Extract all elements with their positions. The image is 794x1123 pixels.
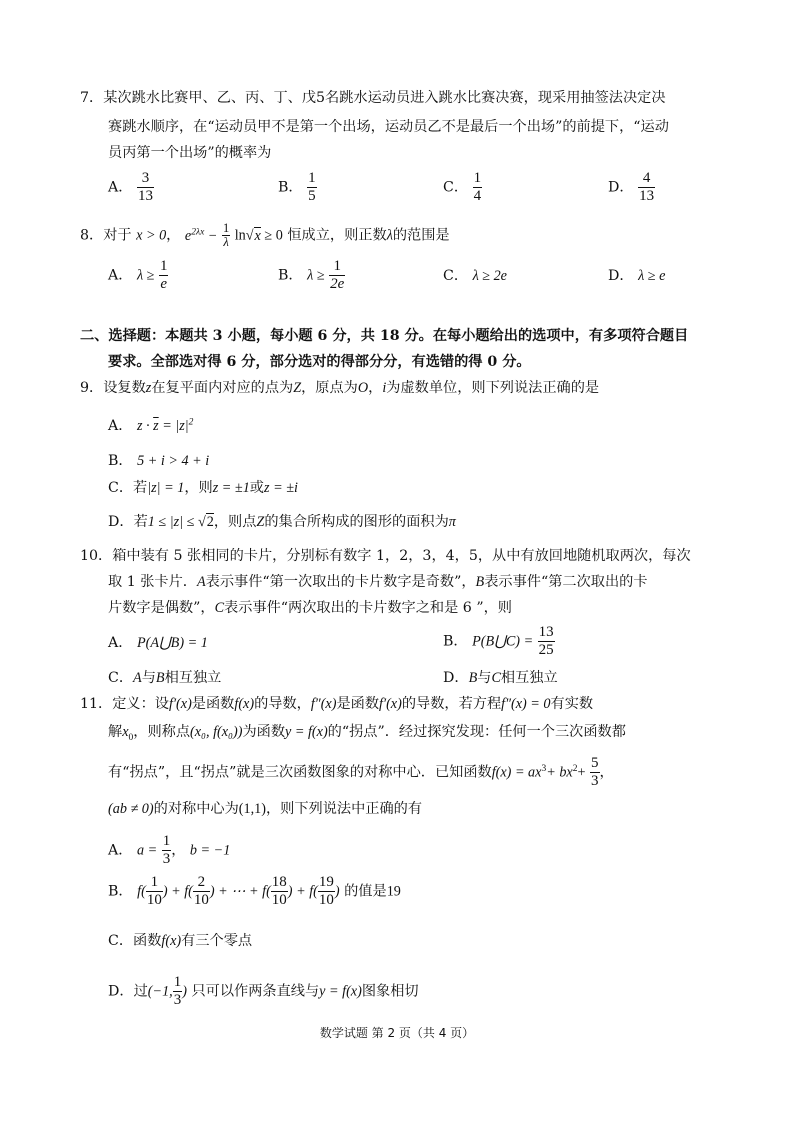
q10-option-b[interactable]: B． P(B⋃C) = $\frac{13}{25}$ — [443, 624, 554, 658]
fraction: $\frac{5}{3}$ — [591, 755, 599, 789]
q11-option-d[interactable]: D．过(−1, $\frac{1}{3}$ ) 只可以作两条直线与y = f(x)图象相切 — [108, 974, 419, 1008]
q11-option-c[interactable]: C．函数f(x)有三个零点 — [108, 933, 253, 949]
math-expr: x > 0 — [136, 227, 167, 244]
fraction: $\frac{2}{10}$ — [193, 874, 209, 908]
q7-option-d[interactable] — [608, 170, 655, 205]
math-expr: $z \cdot \overline{z} = |z|^2$ — [136, 417, 194, 434]
q9-option-a[interactable]: A． $z \cdot \overline{z} = |z|^2$ — [108, 417, 194, 434]
q9-option-c[interactable]: C．若|z| = 1，则z = ±1或z = ±i — [108, 480, 298, 496]
q10-line-3: 片数字是偶数”，C表示事件“两次取出的卡片数字之和是 6 ”，则 — [108, 600, 512, 616]
q10-option-a[interactable]: A． P(A⋃B) = 1 — [108, 635, 208, 651]
fraction: $\frac{1}{4}$ — [473, 170, 482, 204]
q11-line-4: (ab ≠ 0)的对称中心为(1,1)，则下列说法中正确的有 — [108, 801, 423, 817]
q10-option-c[interactable]: C．A与B相互独立 — [108, 670, 222, 686]
fraction: $\frac{1}{3}$ — [173, 974, 182, 1008]
fraction: $\frac{1}{5}$ — [308, 170, 316, 204]
q7-line-1: 7．某次跳水比赛甲、乙、丙、丁、戊5名跳水运动员进入跳水比赛决赛，现采用抽签法决定决 — [80, 90, 666, 106]
fraction: $\frac{4}{13}$ — [639, 170, 655, 204]
q11-line-1: 11．定义：设f′(x)是函数f(x)的导数，f″(x)是函数f′(x)的导数，若方程f″(x) = 0有实数 — [80, 696, 594, 712]
q11-option-a[interactable]: A． a = $\frac{1}{3}$ ， b = −1 — [108, 833, 231, 867]
q9-option-d[interactable]: D．若1 ≤ |z| ≤ √2，则点Z的集合所构成的图形的面积为π — [108, 514, 456, 530]
fraction: $\frac{1}{10}$ — [146, 874, 162, 908]
option-label: D． — [608, 179, 634, 196]
fraction: $\frac{1}{e}$ — [159, 258, 168, 292]
q7-option-c[interactable] — [443, 170, 482, 205]
fraction: $\frac{3}{13}$ — [137, 170, 153, 204]
q9-stem: 9．设复数z在复平面内对应的点为Z，原点为O，i为虚数单位，则下列说法正确的是 — [80, 380, 600, 396]
option-label: C． — [443, 179, 469, 196]
q7-line-3: 员丙第一个出场”的概率为 — [108, 145, 272, 161]
option-label: B． — [278, 179, 303, 196]
q8-option-b[interactable]: B． λ ≥ $\frac{1}{2e}$ — [278, 258, 345, 292]
q11-line-2: 解$x_0$，则称点(x₀, f(x₀))为函数y = f(x)的“拐点”．经过探究发现：任何一个三次函数都 — [108, 724, 626, 743]
math-expr: ln — [234, 227, 246, 244]
section-2-instructions: 要求。全部选对得 6 分，部分选对的得部分分，有选错的得 0 分。 — [108, 354, 531, 370]
q8-option-d[interactable]: D． λ ≥ e — [608, 268, 666, 284]
q7-line-2: 赛跳水顺序，在“运动员甲不是第一个出场，运动员乙不是最后一个出场”的前提下，“运动 — [108, 119, 669, 135]
q11-line-3: 有“拐点”，且“拐点”就是三次函数图象的对称中心．已知函数$f(x) = ax^3+ bx^2+$ $\frac{5}{3}$ ， — [108, 755, 614, 789]
fraction: $\frac{19}{10}$ — [318, 874, 334, 908]
fraction: $\frac{1}{\lambda}$ — [222, 221, 230, 249]
q7-option-a[interactable] — [108, 170, 154, 205]
page-footer: 数学试题 第 2 页（共 4 页） — [319, 1026, 475, 1040]
fraction: $\frac{13}{25}$ — [538, 624, 554, 658]
option-label: A． — [108, 179, 133, 196]
q8-option-c[interactable]: C． λ ≥ 2e — [443, 268, 507, 284]
q8-option-a[interactable]: A． λ ≥ $\frac{1}{e}$ — [108, 258, 168, 292]
q9-option-b[interactable]: B． 5 + i > 4 + i — [108, 453, 210, 469]
q10-line-2: 取 1 张卡片．A表示事件“第一次取出的卡片数字是奇数”，B表示事件“第二次取出的卡 — [108, 574, 648, 590]
q7-option-b[interactable] — [278, 170, 317, 205]
q10-line-1: 10．箱中装有 5 张相同的卡片，分别标有数字 1，2，3，4，5，从中有放回地随机取两次，每次 — [80, 548, 691, 564]
q10-option-d[interactable]: D．B与C相互独立 — [443, 670, 558, 686]
q11-option-b[interactable]: B． f( $\frac{1}{10}$ ) + f( $\frac{2}{10}$ ) + ⋯ + f( $\frac{18}{10}$ ) + f( $\frac{19}{10}$ ) 的值是19 — [108, 874, 401, 908]
fraction: $\frac{1}{2e}$ — [330, 258, 345, 292]
section-2-heading: 二、选择题：本题共 3 小题，每小题 6 分，共 18 分。在每小题给出的选项中，有多项符合题目 — [80, 328, 689, 344]
fraction: $\frac{18}{10}$ — [271, 874, 287, 908]
math-expr: $e^{2\lambda x}$ − — [184, 226, 218, 244]
fraction: $\frac{1}{3}$ — [162, 833, 171, 867]
q8-stem: 8．对于 x > 0， $e^{2\lambda x}$ − $\frac{1}{\lambda}$ ln√x ≥ 0 恒成立，则正数λ的范围是 — [80, 221, 450, 249]
